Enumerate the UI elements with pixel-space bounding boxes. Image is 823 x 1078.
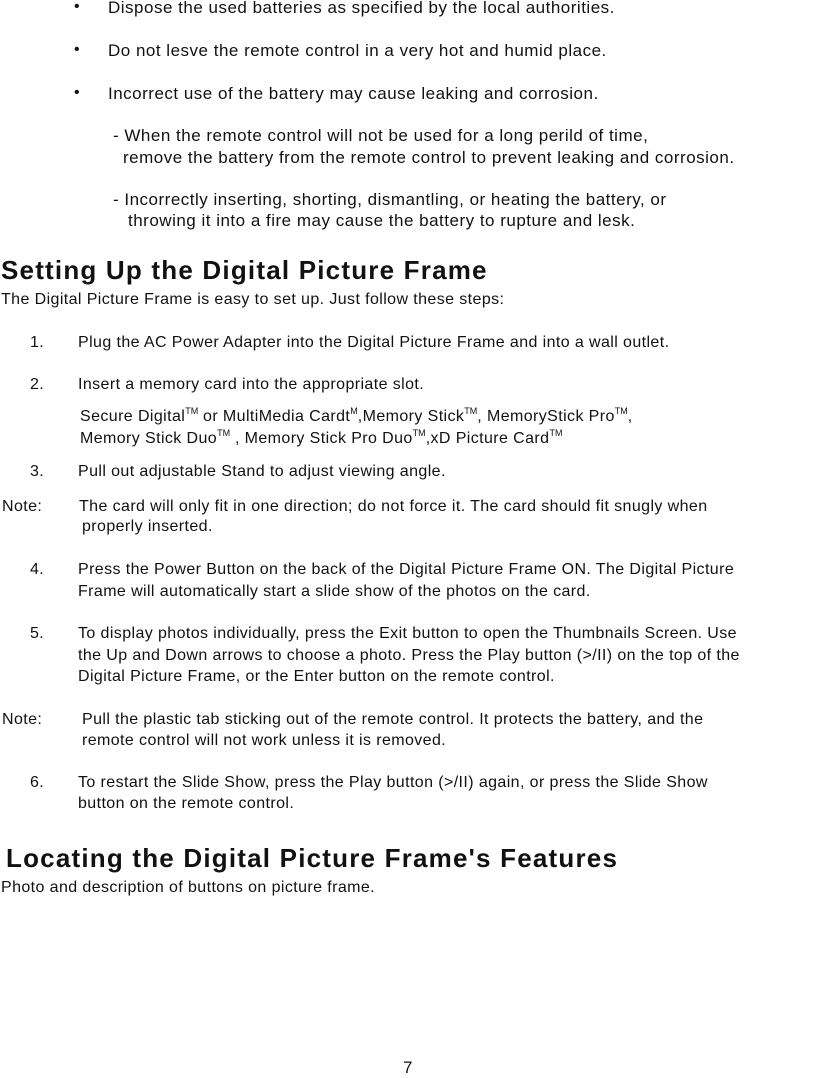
step-number: 5. xyxy=(30,625,45,642)
section-intro: Photo and description of buttons on picture frame. xyxy=(1,879,375,896)
card-name: Memory Stick Duo xyxy=(80,430,218,447)
card-name: , MemoryStick Pro xyxy=(477,408,615,425)
trademark: TM xyxy=(185,406,199,416)
step-text-continued: Frame will automatically start a slide show of the photos on the card. xyxy=(78,583,591,600)
precaution-subitem: - Incorrectly inserting, shorting, dismantling, or heating the battery, or xyxy=(113,190,667,209)
trademark: TM xyxy=(464,406,478,416)
step-text: To display photos individually, press the Exit button to open the Thumbnails Screen. Use xyxy=(78,625,737,642)
note-label: Note: xyxy=(2,711,43,728)
precaution-item: Do not lesve the remote control in a very hot and humid place. xyxy=(108,41,607,60)
trademark: M xyxy=(350,406,358,416)
note-text: The card will only fit in one direction; do not force it. The card should fit snugly when xyxy=(79,498,708,515)
card-list-line xyxy=(80,406,633,426)
trademark: TM xyxy=(412,428,426,438)
card-name: or MultiMedia Cardt xyxy=(198,408,351,425)
trademark: TM xyxy=(614,406,628,416)
card-name: ,xD Picture Card xyxy=(425,430,550,447)
step-number: 6. xyxy=(30,774,45,791)
bullet: • xyxy=(74,0,81,15)
precaution-subitem-continued: throwing it into a fire may cause the battery to rupture and lesk. xyxy=(128,211,636,230)
step-text: Press the Power Button on the back of the Digital Picture Frame ON. The Digital Picture xyxy=(78,561,735,578)
separator: , xyxy=(627,408,633,425)
card-list-line xyxy=(80,428,562,448)
card-name: , Memory Stick Pro Duo xyxy=(230,430,413,447)
precaution-subitem: - When the remote control will not be used for a long perild of time, xyxy=(113,126,649,145)
card-name: Secure Digital xyxy=(80,408,186,425)
section-intro: The Digital Picture Frame is easy to set up. Just follow these steps: xyxy=(1,291,505,308)
step-text-continued: Digital Picture Frame, or the Enter button on the remote control. xyxy=(78,668,555,685)
card-name: ,Memory Stick xyxy=(357,408,465,425)
note-text-continued: remote control will not work unless it is removed. xyxy=(82,732,447,749)
step-text: Plug the AC Power Adapter into the Digital Picture Frame and into a wall outlet. xyxy=(78,334,670,351)
step-text-continued: button on the remote control. xyxy=(78,795,295,812)
precaution-item: Incorrect use of the battery may cause leaking and corrosion. xyxy=(108,84,599,103)
step-number: 1. xyxy=(30,334,45,351)
step-text: Insert a memory card into the appropriate slot. xyxy=(78,376,425,393)
step-number: 4. xyxy=(30,561,45,578)
precaution-subitem-continued: remove the battery from the remote control to prevent leaking and corrosion. xyxy=(123,148,735,167)
step-text: To restart the Slide Show, press the Play button (>/II) again, or press the Slide Show xyxy=(78,774,708,791)
trademark: TM xyxy=(217,428,231,438)
section-heading: Setting Up the Digital Picture Frame xyxy=(1,255,488,285)
step-number: 2. xyxy=(30,376,45,393)
step-number: 3. xyxy=(30,463,45,480)
note-text-continued: properly inserted. xyxy=(82,518,213,535)
note-text: Pull the plastic tab sticking out of the remote control. It protects the battery, and the xyxy=(82,711,704,728)
step-text: Pull out adjustable Stand to adjust viewing angle. xyxy=(78,463,446,480)
section-heading: Locating the Digital Picture Frame's Features xyxy=(6,843,619,873)
precaution-item: Dispose the used batteries as specified by the local authorities. xyxy=(108,0,615,17)
trademark: TM xyxy=(549,428,563,438)
note-label: Note: xyxy=(2,498,43,515)
bullet: • xyxy=(74,84,81,101)
step-text-continued: the Up and Down arrows to choose a photo. Press the Play button (>/II) on the top of the xyxy=(78,647,740,664)
bullet: • xyxy=(74,41,81,58)
page-number: 7 xyxy=(403,1058,413,1077)
